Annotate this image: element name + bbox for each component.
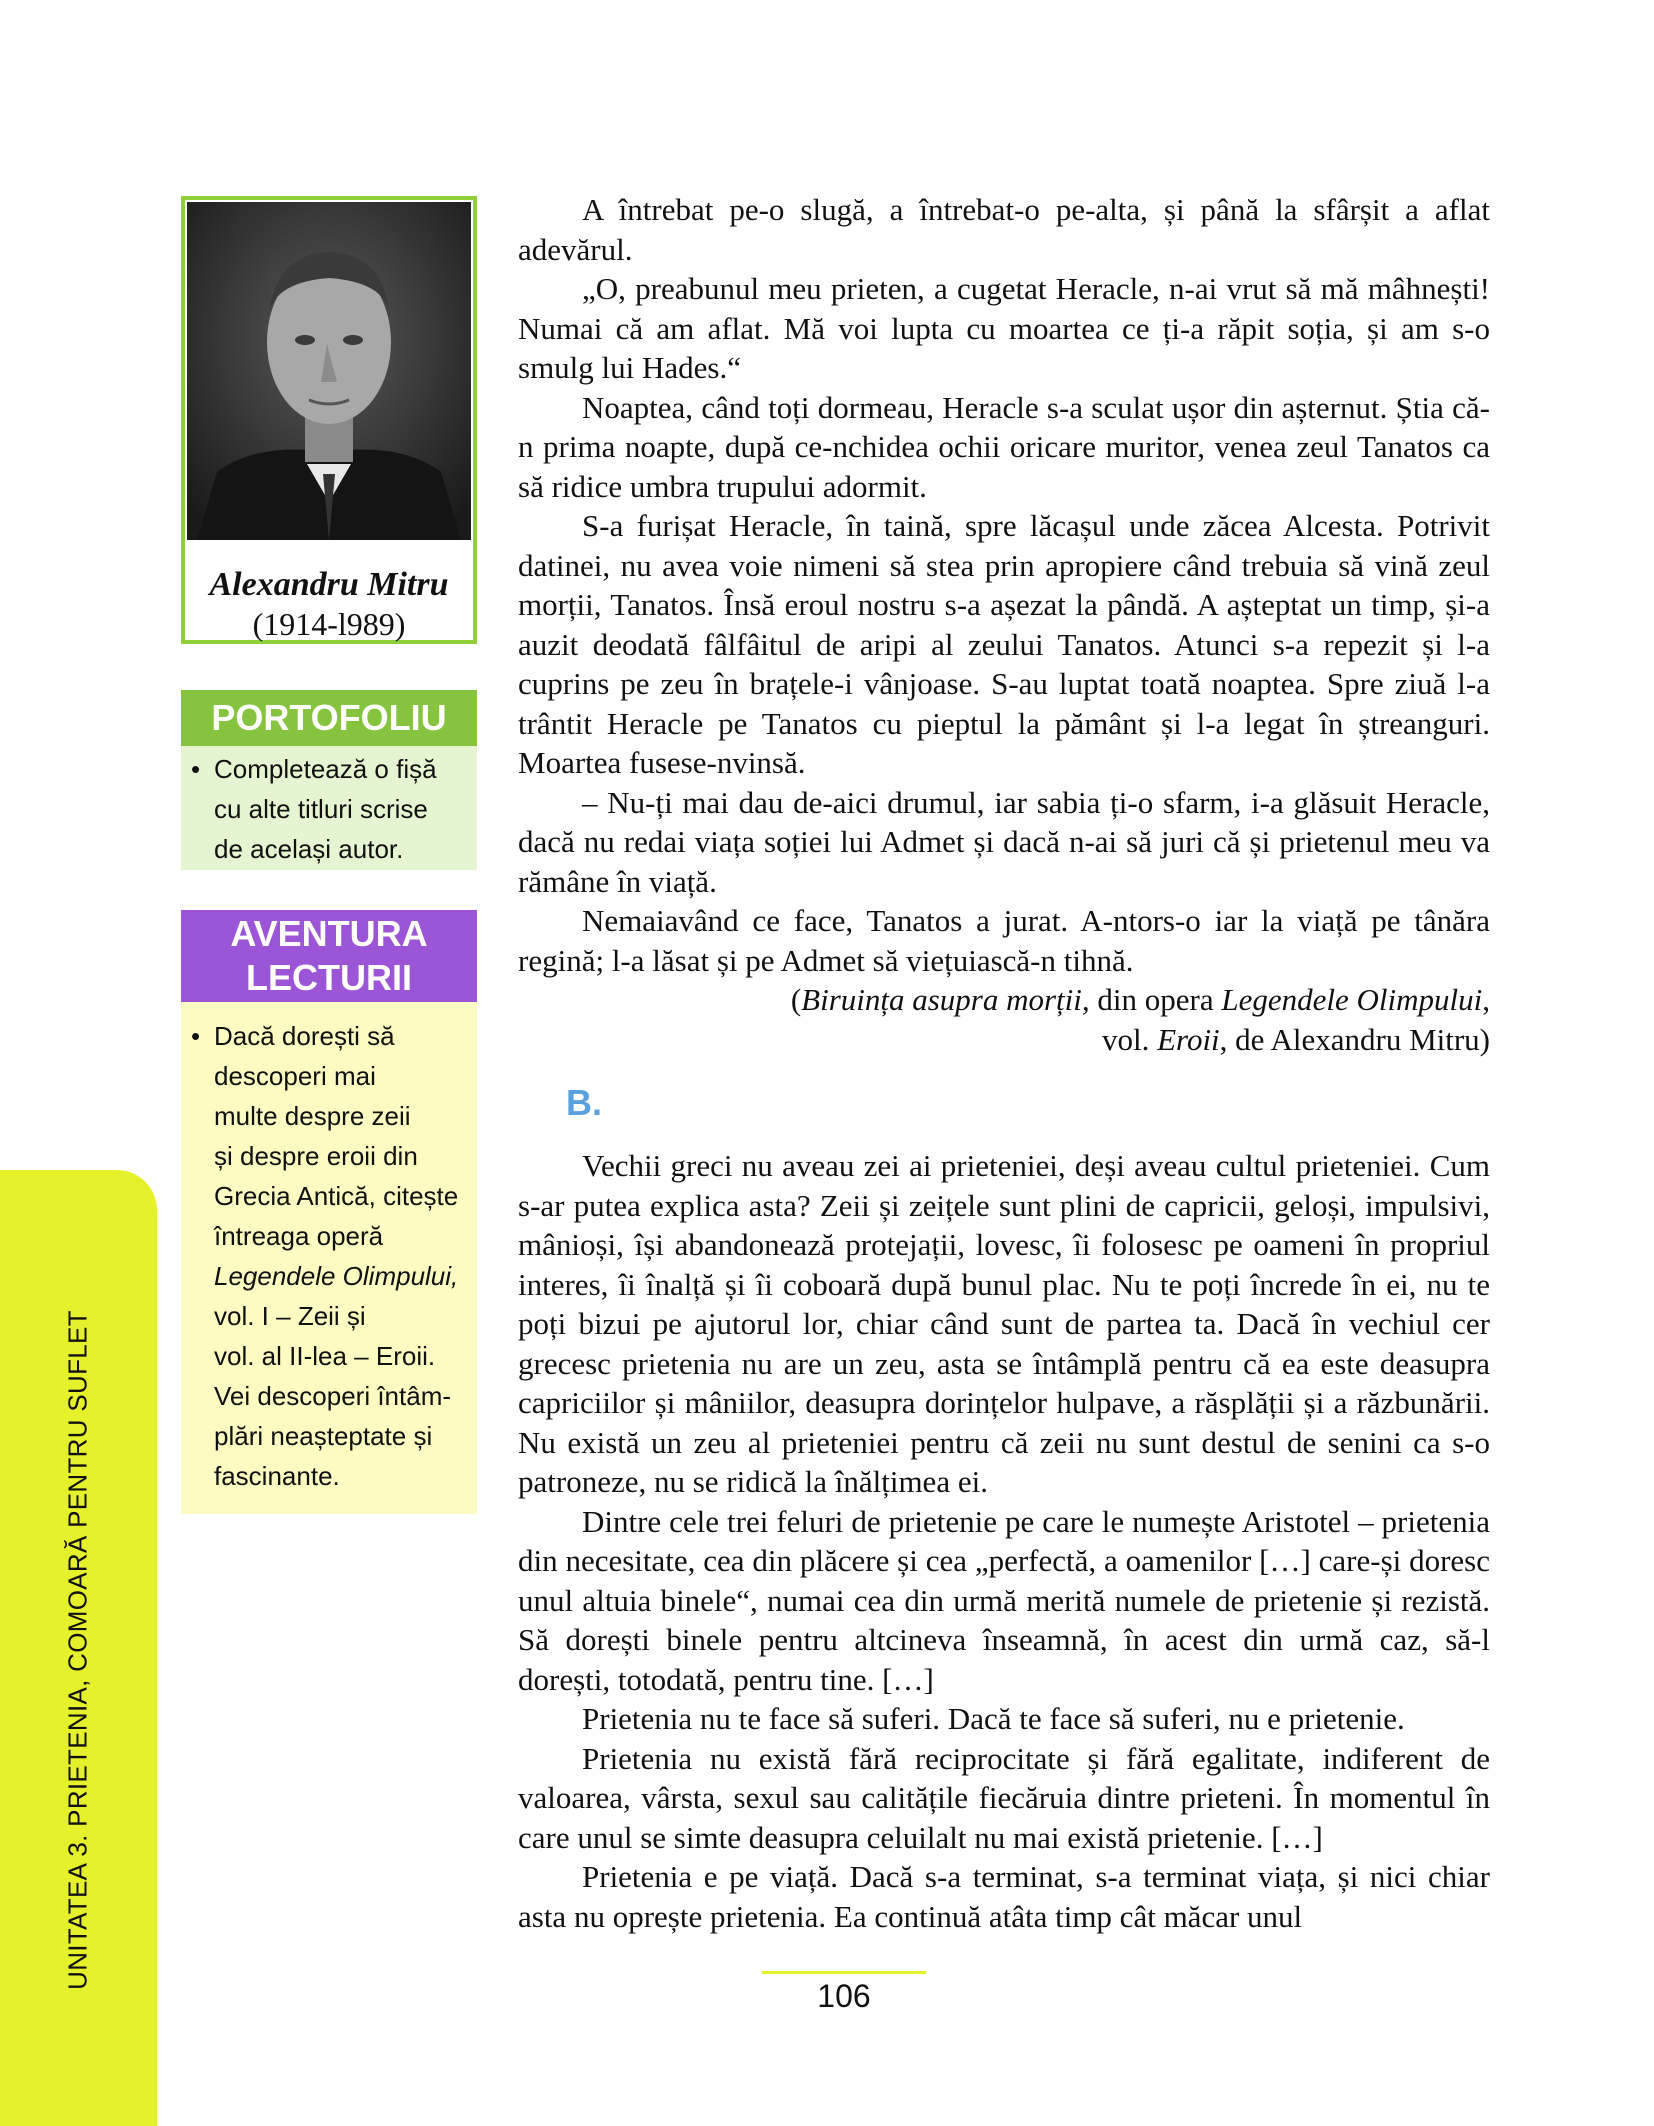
page-number-rule [762,1971,926,1974]
portofoliu-body [181,746,477,870]
author-name: Alexandru Mitru [209,566,449,603]
author-portrait-card [181,196,477,644]
bullet-icon: • [191,1021,201,1051]
text-fragment-a [518,190,1490,1059]
aventura-line: întreaga operă [214,1221,384,1251]
aventura-text [214,1016,458,1496]
bullet-icon: • [191,754,201,784]
source-part: Biruința asupra morții, [801,982,1090,1017]
aventura-line: plări neașteptate și [214,1421,433,1451]
paragraph: Vechii greci nu aveau zei ai prieteniei, deși aveau cultul prieteniei. Cum s-ar putea explica asta? Zeii și zeițele sunt plini de capricii, geloși, impulsivi, mânioși, își abandonează protejații, lovesc, îi folosesc pe oameni în propriul interes, îi înalță și îi coboară după bunul plac. Nu te poți încrede în ei, nu te poți bizui pe ajutorul lor, chiar când sunt de partea ta. Dacă în vechiul cer grecesc prietenia nu are un zeu, asta se întâmplă pentru că ea este deasupra capriciilor și mâniilor, deasupra dorințelor hulpave, a răsplății și a răzbunării. Nu există un zeu al prieteniei pentru că zeii nu sunt destul de senini ca s-o patroneze, nu se ridică la înălțimea ei. [518,1148,1490,1499]
aventura-line: și despre eroii din [214,1141,418,1171]
aventura-line: Legendele Olimpului, [214,1261,459,1291]
unit-label: UNITATEA 3. [62,1834,93,1990]
aventura-title-line: AVENTURA [230,913,428,954]
paragraph: „O, preabunul meu prieten, a cugetat Heracle, n-ai vrut să mă mâhnești! Numai că am aflat. Mă voi lupta cu moartea ce ți-a răpit soția, și am s-o smulg lui Hades.“ [518,271,1490,385]
source-part: din opera [1089,982,1222,1017]
aventura-line: vol. al II-lea – Eroii. [214,1341,436,1371]
portrait-image [187,202,471,540]
aventura-line: multe despre zeii [214,1101,411,1131]
section-b-label: B. [566,1082,602,1123]
text-fragment-b [518,1146,1490,1936]
paragraph: – Nu-ți mai dau de-aici drumul, iar sabia ți-o sfarm, i-a glăsuit Heracle, dacă nu redai viața soției lui Admet și dacă n-ai să juri că și prietenul meu va rămâne în viață. [518,784,1490,899]
author-years: (1914-l989) [252,606,406,642]
portofoliu-heading: PORTOFOLIU [181,690,477,746]
author-photo [187,202,471,540]
paragraph: A întrebat pe-o slugă, a întrebat-o pe-alta, și până la sfârșit a aflat adevărul. [518,192,1490,267]
paragraph: Prietenia nu există fără reciprocitate și fără egalitate, indiferent de valoarea, vârsta, sexul sau calitățile fiecăruia dintre prieteni. În momentul în care unul se simte deasupra celuilalt nu mai există prietenie. […] [518,1740,1490,1855]
source-part: , [1482,982,1490,1017]
portofoliu-text [214,749,437,869]
aventura-line: fascinante. [214,1461,340,1491]
paragraph: Nemaiavând ce face, Tanatos a jurat. A-ntors-o iar la viață pe tânăra regină; l-a lăsat și pe Admet să viețuiască-n tihnă. [518,903,1490,978]
aventura-line: Dacă dorești să [214,1021,395,1051]
source-part: Eroii [1157,1021,1220,1057]
paragraph: S-a furișat Heracle, în taină, spre lăcașul unde zăcea Alcesta. Potrivit datinei, nu avea voie nimeni să stea prin apropiere când trebuia să vină zeul morții, Tanatos. Însă eroul nostru s-a așezat la pândă. A așteptat un timp, și-a auzit deodată fâlfâitul de aripi al zeului Tanatos. Atunci s-a repezit și l-a cuprins pe zeu în brațele-i vânjoase. S-au luptat toată noaptea. Spre ziuă l-a trântit Heracle pe Tanatos cu pieptul la pământ și l-a legat în ștreanguri. Moartea fusese-nvinsă. [518,508,1490,780]
source-part: , de Alexandru Mitru) [1219,1021,1490,1057]
unit-title: PRIETENIA, COMOARĂ PENTRU SUFLET [62,1310,93,1827]
source-part: vol. [1101,1021,1158,1057]
source-citation [518,980,1490,1020]
aventura-line: Grecia Antică, citește [214,1181,459,1211]
source-part: Legendele Olimpului [1221,982,1483,1017]
portofoliu-line: de același autor. [214,834,404,864]
aventura-body [181,1002,477,1514]
portofoliu-line: cu alte titluri scrise [214,794,428,824]
paragraph: Prietenia nu te face să suferi. Dacă te face să suferi, nu e prietenie. [582,1701,1405,1736]
unit-side-label [63,1175,94,2125]
paragraph: Noaptea, când toți dormeau, Heracle s-a sculat ușor din așternut. Știa că-n prima noapte, după ce-nchidea ochii oricare muritor, venea zeul Tanatos ca să ridice umbra trupului adormit. [518,389,1490,504]
aventura-line: vol. I – Zeii și [214,1301,366,1331]
aventura-line: descoperi mai [214,1061,376,1091]
paragraph: Prietenia e pe viață. Dacă s-a terminat, s-a terminat viața, și nici chiar asta nu oprește prietenia. Ea continuă atâta timp cât măcar unul [518,1859,1490,1934]
aventura-title-line: LECTURII [246,957,412,998]
paragraph: Dintre cele trei feluri de prietenie pe care le numește Aristotel – prietenia din necesitate, cea din plăcere și cea „perfectă, a oamenilor […] care-și doresc unul altuia binele“, numai cea din urmă merită numele de prietenie și rezistă. Să dorești binele pentru altcineva înseamnă, în acest din urmă caz, să-l dorești, totodată, pentru tine. […] [518,1503,1490,1697]
portofoliu-line: Completează o fișă [214,754,437,784]
source-citation [518,1020,1490,1060]
aventura-heading [181,910,477,1002]
source-part: ( [790,982,802,1017]
aventura-line: Vei descoperi întâm- [214,1381,452,1411]
page-number: 106 [817,1978,871,2014]
